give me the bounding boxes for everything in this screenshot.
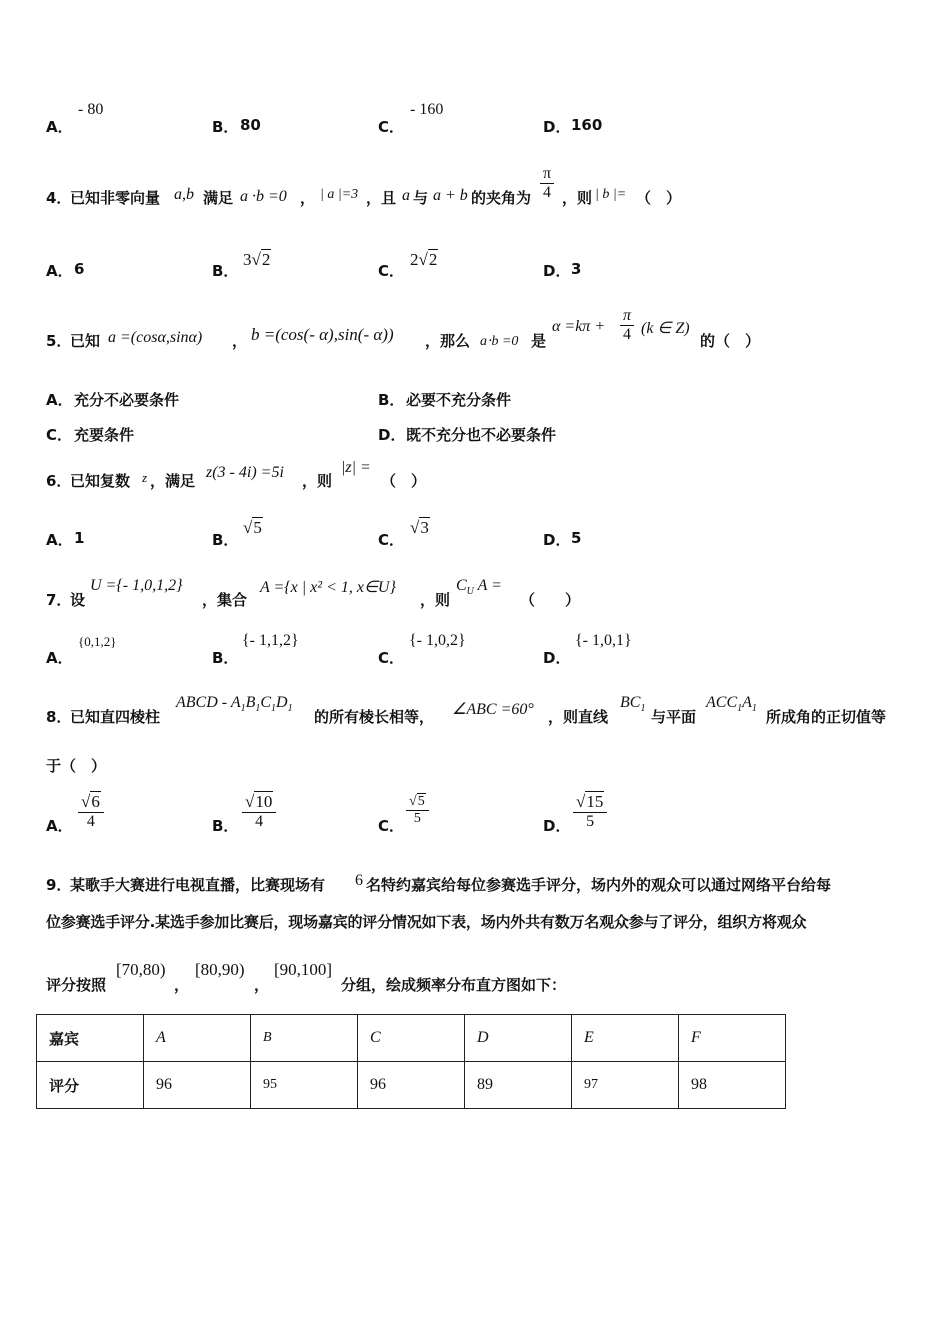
q4-option-b-radicand: 2 [261, 250, 271, 269]
q6-option-b-radicand: 5 [253, 518, 262, 537]
table-header-guest: 嘉宾 [37, 1015, 144, 1062]
q8-text-5: 所成角的正切值等 [766, 708, 887, 726]
q5-option-b-value: 必要不充分条件 [406, 391, 512, 409]
q8-prism-sub-c: 1 [271, 703, 277, 715]
q8-line [620, 694, 645, 714]
q8-text-1: 已知直四棱柱 [70, 708, 161, 726]
q6-abs-z: |z| = [341, 459, 371, 476]
q5-pi-denominator: 4 [623, 326, 631, 344]
q5-text-3: 是 [531, 332, 547, 350]
q8-option-c-den: 5 [413, 811, 421, 827]
q8-option-a-den: 4 [86, 812, 95, 830]
q8-prism-sub-b: 1 [255, 703, 261, 715]
q4-text-6: ，则 [562, 189, 593, 207]
q9-six: 6 [355, 872, 363, 889]
q6-text-3: ，则 [302, 472, 333, 490]
table-row [37, 1015, 786, 1062]
q4-option-b-coef: 3 [243, 250, 252, 269]
q8-option-a-num: √6 [78, 792, 104, 813]
q7-option-b-label: B． [212, 649, 239, 667]
q8-option-b-num: √10 [242, 792, 276, 813]
q5-option-b-label: B． [378, 391, 405, 409]
q9-number: 9． [46, 876, 72, 894]
q8-option-b-radicand: 10 [255, 792, 273, 811]
q3-option-a-value: - 80 [78, 101, 104, 118]
q5-option-d-value: 既不充分也不必要条件 [406, 426, 557, 444]
q3-option-b-value: 80 [240, 116, 261, 134]
score-cell: 95 [251, 1062, 358, 1109]
guest-cell: C [358, 1015, 465, 1062]
q8-option-c-label: C． [378, 817, 405, 835]
q3-option-d-value: 160 [571, 116, 603, 134]
score-cell: 89 [465, 1062, 572, 1109]
q5-pi-numerator: π [620, 307, 634, 326]
q9-interval-2: [80,90) [195, 960, 245, 979]
q8-prism [176, 694, 293, 714]
q9-line1-a: 某歌手大赛进行电视直播，比赛现场有 [70, 876, 326, 894]
q8-number: 8． [46, 708, 72, 726]
q5-option-c-value: 充要条件 [74, 426, 135, 444]
q8-line-bc: BC [620, 694, 641, 711]
q7-universe-set: U ={- 1,0,1,2} [90, 577, 183, 594]
q7-option-b-value: {- 1,1,2} [242, 632, 299, 649]
q9-line2: 位参赛选手评分.某选手参加比赛后，现场嘉宾的评分情况如下表，场内外共有数万名观众参与了评分，组织方将观众 [46, 913, 807, 931]
q8-prism-head: ABCD - A [176, 694, 241, 711]
score-cell: 97 [572, 1062, 679, 1109]
q8-option-a-label: A． [46, 817, 73, 835]
q6-option-c-value: √3 [410, 518, 429, 537]
q7-answer-paren: （ ） [520, 591, 581, 609]
q5-sep: ， [232, 332, 248, 350]
q3-option-c-value: - 160 [410, 101, 444, 118]
q4-answer-paren: （ ） [636, 189, 682, 207]
q4-angle-denominator: 4 [543, 184, 552, 202]
guest-cell: A [144, 1015, 251, 1062]
q5-dot-condition: a⋅b =0 [480, 334, 519, 349]
q3-option-d-label: D． [543, 118, 571, 136]
guest-cell: D [465, 1015, 572, 1062]
q9-score-table [36, 1014, 786, 1109]
q3-option-c-label: C． [378, 118, 405, 136]
guest-cell: E [572, 1015, 679, 1062]
q8-prism-b: B [245, 694, 256, 711]
q9-sep-2: ， [254, 976, 270, 994]
guest-cell: B [251, 1015, 358, 1062]
q9-interval-3: [90,100] [274, 960, 333, 979]
q4-var-ab: a + b [433, 187, 468, 204]
q4-option-b-label: B． [212, 262, 239, 280]
q6-z: z [142, 470, 148, 485]
q8-text-3: ，则直线 [548, 708, 609, 726]
q5-pi-fraction [620, 307, 634, 345]
q8-option-a-radicand: 6 [91, 792, 100, 811]
q4-text-3: ，且 [366, 189, 397, 207]
q4-text-4: 与 [413, 189, 429, 207]
q5-alpha-expr: α =kπ + [552, 318, 606, 335]
table-header-score: 评分 [37, 1062, 144, 1109]
q7-text-2: ，集合 [202, 591, 248, 609]
q8-prism-d: D [276, 694, 288, 711]
q8-plane-a: A [742, 694, 752, 711]
q4-cond-abs: | a |=3 [320, 187, 359, 202]
q4-cond-dot: a ·b =0 [240, 188, 287, 205]
q8-option-b-den: 4 [255, 812, 264, 830]
q8-plane-sub-a: 1 [751, 703, 757, 715]
q8-text-6: 于（ ） [46, 757, 107, 775]
q6-option-a-value: 1 [74, 529, 85, 547]
q7-text-1: 设 [70, 591, 86, 609]
q5-text-2: ，那么 [425, 332, 471, 350]
q4-text-5: 的夹角为 [471, 189, 532, 207]
q5-number: 5． [46, 332, 72, 350]
q8-option-d-radicand: 15 [586, 792, 604, 811]
q9-sep-1: ， [174, 976, 190, 994]
table-row [37, 1062, 786, 1109]
q8-plane-acc: ACC [706, 694, 738, 711]
q5-option-a-label: A． [46, 391, 73, 409]
q4-option-d-value: 3 [571, 260, 582, 278]
q9-line3-b: 分组，绘成频率分布直方图如下： [341, 976, 567, 994]
q4-text-1: 已知非零向量 [70, 189, 161, 207]
q8-prism-c: C [260, 694, 272, 711]
q5-text-1: 已知 [70, 332, 101, 350]
q7-set-a: A ={x | x² < 1, x∈U} [260, 579, 396, 596]
q7-option-c-value: {- 1,0,2} [409, 632, 466, 649]
q4-text-2: 满足 [203, 189, 234, 207]
q8-angle: ∠ABC =60° [452, 701, 534, 718]
q8-plane-sub-c: 1 [737, 703, 743, 715]
q4-option-c-label: C． [378, 262, 405, 280]
q4-option-c-radicand: 2 [428, 250, 438, 269]
score-cell: 96 [358, 1062, 465, 1109]
score-cell: 96 [144, 1062, 251, 1109]
q4-vars: a,b [174, 186, 194, 203]
q3-option-a-label: A． [46, 118, 73, 136]
q9-line3-a: 评分按照 [46, 976, 107, 994]
score-cell: 98 [679, 1062, 786, 1109]
q8-plane [706, 694, 757, 714]
q5-option-d-label: D． [378, 426, 406, 444]
q8-option-d-value [573, 792, 607, 831]
q7-option-c-label: C． [378, 649, 405, 667]
q4-option-c-coef: 2 [410, 250, 419, 269]
q5-option-a-value: 充分不必要条件 [74, 391, 180, 409]
q6-option-b-value: √5 [243, 518, 262, 537]
q4-option-c-value: 2√2 [410, 250, 438, 269]
q7-number: 7． [46, 591, 72, 609]
q8-prism-sub-a: 1 [240, 703, 246, 715]
q4-angle-numerator: π [540, 165, 554, 184]
q4-option-a-value: 6 [74, 260, 85, 278]
q6-option-d-value: 5 [571, 529, 582, 547]
q9-line1-b: 名特约嘉宾给每位参赛选手评分，场内外的观众可以通过网络平台给每 [366, 876, 832, 894]
q6-option-c-radicand: 3 [420, 518, 429, 537]
q8-option-c-radicand: 5 [417, 794, 425, 809]
q4-option-a-label: A． [46, 262, 73, 280]
q6-answer-paren: （ ） [381, 472, 427, 490]
guest-cell: F [679, 1015, 786, 1062]
q7-option-d-value: {- 1,0,1} [575, 632, 632, 649]
q8-option-d-num: √15 [573, 792, 607, 813]
q8-option-b-value [242, 792, 276, 831]
q6-text-1: 已知复数 [70, 472, 131, 490]
q7-option-a-value: {0,1,2} [78, 634, 117, 649]
q8-text-2: 的所有棱长相等， [314, 708, 435, 726]
q5-vector-a: a =(cosα,sinα) [108, 329, 203, 346]
q6-option-d-label: D． [543, 531, 571, 549]
q4-option-d-label: D． [543, 262, 571, 280]
q7-option-a-label: A． [46, 649, 73, 667]
q8-option-a-value [78, 792, 104, 831]
q4-option-b-value: 3√2 [243, 250, 271, 269]
q7-complement-c: C [456, 577, 467, 594]
q4-sep: ， [300, 189, 316, 207]
q5-k-in-z: (k ∈ Z) [641, 320, 690, 337]
q8-line-sub: 1 [640, 703, 646, 715]
q3-option-b-label: B． [212, 118, 239, 136]
q6-option-b-label: B． [212, 531, 239, 549]
q7-text-3: ，则 [420, 591, 451, 609]
q6-option-a-label: A． [46, 531, 73, 549]
q8-prism-sub-d: 1 [287, 703, 293, 715]
q5-vector-b: b =(cos(- α),sin(- α)) [251, 325, 394, 344]
q4-number: 4． [46, 189, 72, 207]
q4-var-a: a [402, 187, 410, 204]
q8-option-d-label: D． [543, 817, 571, 835]
q7-complement-rest: A = [473, 577, 502, 594]
q6-option-c-label: C． [378, 531, 405, 549]
q9-interval-1: [70,80) [116, 960, 166, 979]
q8-option-c-num: √5 [406, 794, 429, 811]
q5-option-c-label: C． [46, 426, 73, 444]
q8-option-c-value [406, 794, 429, 827]
q8-option-d-den: 5 [586, 812, 595, 830]
q7-complement-sub: U [466, 586, 474, 598]
q7-complement [456, 577, 502, 597]
q7-option-d-label: D． [543, 649, 571, 667]
q6-equation: z(3 - 4i) =5i [206, 464, 284, 481]
q4-angle-fraction [540, 165, 554, 203]
q4-abs-b: | b |= [595, 187, 627, 202]
q6-text-2: ，满足 [150, 472, 196, 490]
q8-text-4: 与平面 [651, 708, 697, 726]
q8-option-b-label: B． [212, 817, 239, 835]
q5-text-4: 的（ ） [700, 332, 761, 350]
q6-number: 6． [46, 472, 72, 490]
